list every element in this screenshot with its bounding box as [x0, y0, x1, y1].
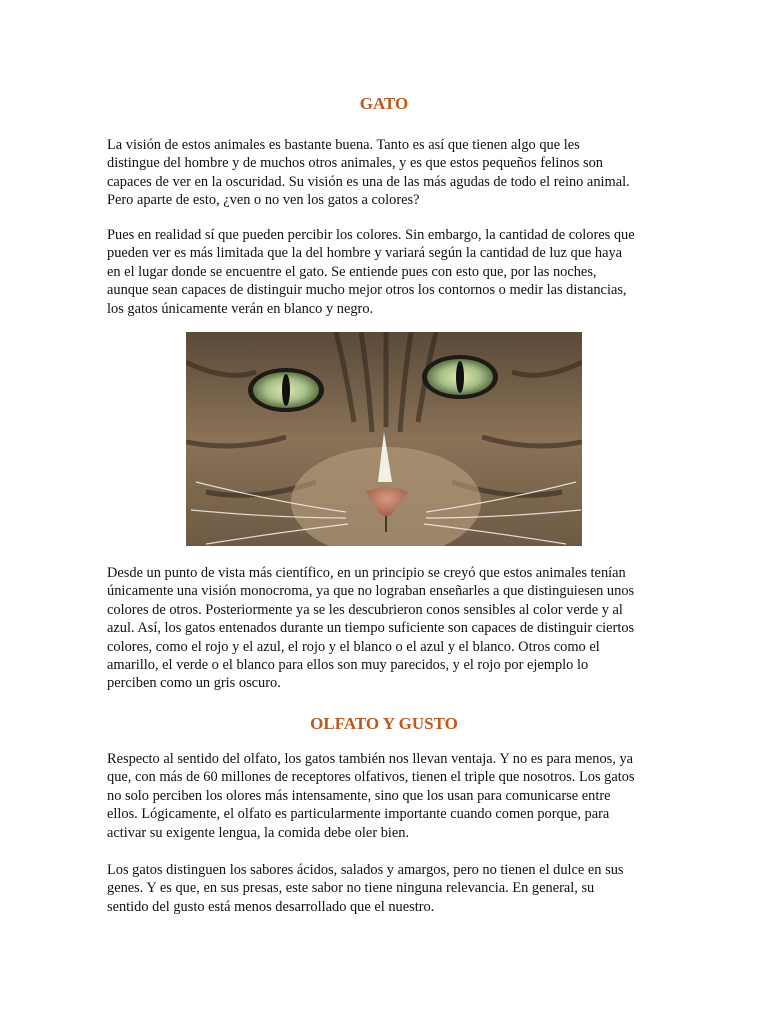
paragraph-smell: Respecto al sentido del olfato, los gatos también nos llevan ventaja. Y no es para menos, ya que, con más de 60 millones de receptores olfativos, tienen el triple que nosotros. Los gatos no solo perciben los olores más intensamente, sino que los usan para comunicarse entre ellos. Lógicamente, el olfato es particularmente importante cuando comen porque, para activar su exigente lengua, la comida debe oler bien. [107, 751, 635, 841]
paragraph-science: Desde un punto de vista más científico, en un principio se creyó que estos animales tenían únicamente una visión monocroma, ya que no lograban enseñarles a que distinguiesen unos colores de otros. Posteriormente ya se les descubrieron conos sensibles al color verde y al azul. Así, los gatos entenados durante un tiempo suficiente son capaces de distinguir ciertos colores, como el rojo y el azul, el rojo y el blanco o el azul y el blanco. Otros como el amarillo, el verde o el blanco para ellos son muy parecidos, y el rojo por ejemplo lo perciben como un gris oscuro. [107, 565, 635, 692]
paragraph-intro: La visión de estos animales es bastante buena. Tanto es así que tienen algo que les distingue del hombre y de muchos otros animales, y es que estos pequeños felinos son capaces de ver en la oscuridad. Su visión es una de las más agudas de todo el reino animal. Pero aparte de esto, ¿ven o no ven los gatos a colores? [107, 137, 630, 209]
paragraph-colors: Pues en realidad sí que pueden percibir los colores. Sin embargo, la cantidad de colores que pueden ver es más limitada que la del hombre y variará según la cantidad de luz que haya en el lugar donde se encuentre el gato. Se entiende pues con esto que, por las noches, aunque sean capaces de distinguir mucho mejor otros los contornos o medir las distancias, los gatos únicamente verán en blanco y negro. [107, 227, 635, 317]
section-title-olfato: OLFATO Y GUSTO [310, 714, 458, 733]
paragraph-taste: Los gatos distinguen los sabores ácidos, salados y amargos, pero no tienen el dulce en sus genes. Y es que, en sus presas, este sabor no tiene ninguna relevancia. En general, su sentido del gusto está menos desarrollado que el nuestro. [107, 862, 624, 915]
cat-face-photo [186, 332, 582, 546]
page-title: GATO [359, 94, 409, 113]
